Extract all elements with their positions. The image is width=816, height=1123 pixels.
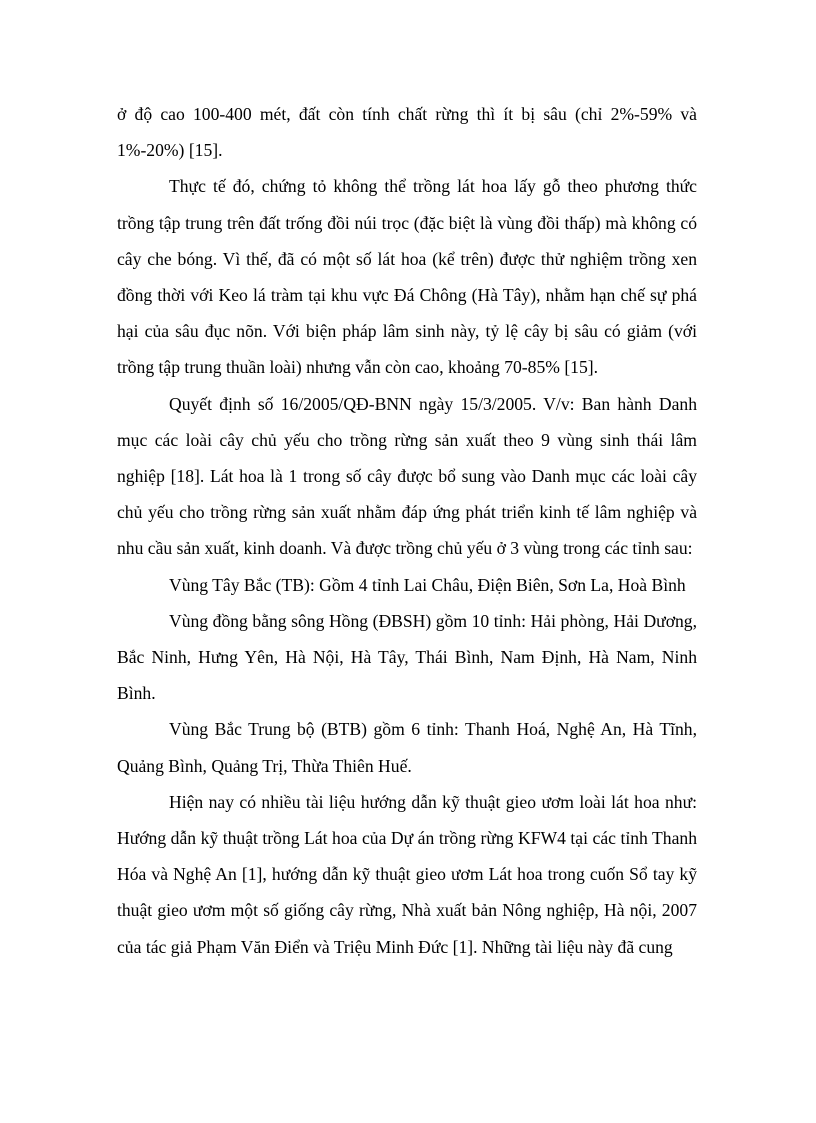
paragraph-3: Quyết định số 16/2005/QĐ-BNN ngày 15/3/2005. V/v: Ban hành Danh mục các loài cây chủ yếu cho trồng rừng sản xuất theo 9 vùng sinh thái lâm nghiệp [18]. Lát hoa là 1 trong số cây được bổ sung vào Danh mục các loài cây chủ yếu cho trồng rừng sản xuất nhằm đáp ứng phát triển kinh tế lâm nghiệp và nhu cầu sản xuất, kinh doanh. Và được trồng chủ yếu ở 3 vùng trong các tỉnh sau:: [117, 393, 697, 559]
paragraph-7: Hiện nay có nhiều tài liệu hướng dẫn kỹ thuật gieo ươm loài lát hoa như: Hướng dẫn kỹ thuật trồng Lát hoa của Dự án trồng rừng KFW4 tại các tỉnh Thanh Hóa và Nghệ An [1], hướng dẫn kỹ thuật gieo ươm Lát hoa trong cuốn Sổ tay kỹ thuật gieo ươm một số giống cây rừng, Nhà xuất bản Nông nghiệp, Hà nội, 2007 của tác giả Phạm Văn Điển và Triệu Minh Đức [1]. Những tài liệu này đã cung: [117, 791, 697, 957]
paragraph-5: Vùng đồng bằng sông Hồng (ĐBSH) gồm 10 tỉnh: Hải phòng, Hải Dương, Bắc Ninh, Hưng Yên, Hà Nội, Hà Tây, Thái Bình, Nam Định, Hà Nam, Ninh Bình.: [117, 610, 697, 704]
paragraph-6: Vùng Bắc Trung bộ (BTB) gồm 6 tỉnh: Thanh Hoá, Nghệ An, Hà Tĩnh, Quảng Bình, Quảng Trị, Thừa Thiên Huế.: [117, 719, 697, 776]
body-text: [117, 96, 697, 965]
paragraph-1: ở độ cao 100-400 mét, đất còn tính chất rừng thì ít bị sâu (chỉ 2%-59% và 1%-20%) [15].: [117, 104, 697, 161]
paragraph-4: Vùng Tây Bắc (TB): Gồm 4 tỉnh Lai Châu, Điện Biên, Sơn La, Hoà Bình: [169, 574, 686, 595]
paragraph-2: Thực tế đó, chứng tỏ không thể trồng lát hoa lấy gỗ theo phương thức trồng tập trung trên đất trống đồi núi trọc (đặc biệt là vùng đồi thấp) mà không có cây che bóng. Vì thế, đã có một số lát hoa (kể trên) được thử nghiệm trồng xen đồng thời với Keo lá tràm tại khu vực Đá Chông (Hà Tây), nhằm hạn chế sự phá hại của sâu đục nõn. Với biện pháp lâm sinh này, tỷ lệ cây bị sâu có giảm (với trồng tập trung thuần loài) nhưng vẫn còn cao, khoảng 70-85% [15].: [117, 176, 697, 378]
